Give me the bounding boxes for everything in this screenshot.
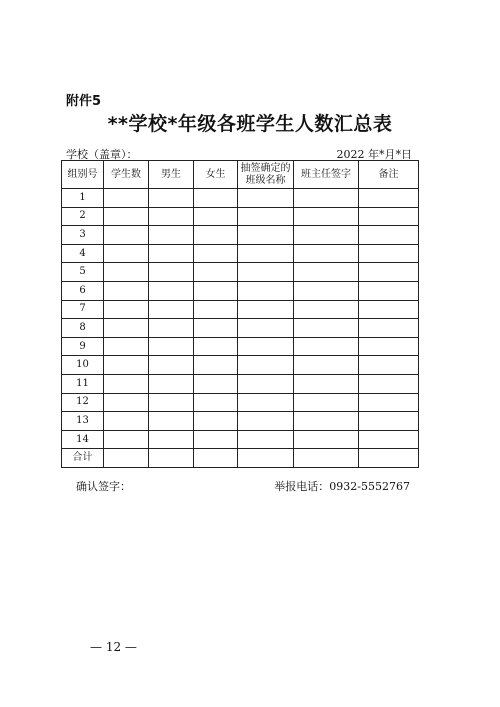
row-group-number: 12 [62,393,104,412]
table-cell [149,319,194,338]
row-group-number: 4 [62,244,104,263]
table-cell [359,356,419,375]
table-cell [238,300,294,319]
table-row [62,412,419,431]
row-group-number: 14 [62,430,104,449]
table-cell [359,207,419,226]
table-cell [194,319,238,338]
table-row [62,449,419,468]
confirm-signature-label: 确认签字： [76,480,131,493]
table-row [62,263,419,282]
table-cell [238,207,294,226]
table-cell [294,207,359,226]
header-boys: 男生 [149,161,194,189]
table-row [62,337,419,356]
row-group-number: 11 [62,374,104,393]
table-row [62,430,419,449]
summary-table [61,160,419,468]
table-cell [149,207,194,226]
table-cell [194,412,238,431]
table-header-row [62,161,419,189]
table-cell [294,319,359,338]
table-cell [194,356,238,375]
row-group-number: 6 [62,281,104,300]
table-cell [149,374,194,393]
table-cell [238,337,294,356]
row-group-number: 13 [62,412,104,431]
table-cell [359,300,419,319]
attachment-label: 附件5 [66,94,102,109]
table-cell [294,226,359,245]
header-teacher-signature: 班主任签字 [294,161,359,189]
table-cell [194,393,238,412]
table-cell [238,412,294,431]
row-group-number: 10 [62,356,104,375]
table-cell [149,356,194,375]
table-cell [149,244,194,263]
table-cell [149,393,194,412]
table-cell [359,393,419,412]
table-cell [194,281,238,300]
table-cell [238,449,294,468]
table-cell [294,449,359,468]
table-cell [104,337,149,356]
row-group-number: 合计 [62,449,104,468]
table-row [62,189,419,208]
table-cell [104,356,149,375]
table-row [62,226,419,245]
table-cell [359,226,419,245]
date-label: 2022 年*月*日 [336,148,412,161]
table-cell [104,319,149,338]
header-group-number: 组别号 [62,161,104,189]
table-cell [294,430,359,449]
table-cell [194,189,238,208]
table-cell [149,412,194,431]
table-cell [359,374,419,393]
table-cell [238,430,294,449]
table-cell [294,189,359,208]
table-cell [238,189,294,208]
table-cell [359,337,419,356]
table-row [62,281,419,300]
table-cell [238,244,294,263]
table-cell [194,374,238,393]
table-cell [359,430,419,449]
table-cell [104,281,149,300]
table-row [62,207,419,226]
table-row [62,356,419,375]
table-cell [294,393,359,412]
header-student-count: 学生数 [104,161,149,189]
hotline-label: 举报电话：0932-5552767 [274,480,410,493]
table-cell [104,374,149,393]
table-cell [238,356,294,375]
table-cell [194,449,238,468]
table-cell [238,374,294,393]
table-row [62,319,419,338]
table-cell [149,300,194,319]
page-number: — 12 — [90,640,137,654]
table-cell [104,244,149,263]
table-cell [104,430,149,449]
table-row [62,393,419,412]
table-cell [194,300,238,319]
table-row [62,244,419,263]
table-cell [194,430,238,449]
table-cell [104,449,149,468]
table-cell [104,263,149,282]
table-cell [238,226,294,245]
table-cell [194,244,238,263]
row-group-number: 5 [62,263,104,282]
table-cell [359,412,419,431]
table-cell [359,449,419,468]
table-cell [359,319,419,338]
header-girls: 女生 [194,161,238,189]
table-row [62,374,419,393]
row-group-number: 2 [62,207,104,226]
row-group-number: 9 [62,337,104,356]
table-cell [149,226,194,245]
table-cell [359,281,419,300]
table-cell [104,393,149,412]
table-cell [294,412,359,431]
table-cell [238,319,294,338]
table-cell [238,263,294,282]
table-cell [359,189,419,208]
table-cell [294,281,359,300]
table-cell [149,337,194,356]
header-class-name: 抽签确定的班级名称 [238,161,294,189]
table-cell [294,337,359,356]
table-cell [359,244,419,263]
table-cell [149,263,194,282]
table-cell [194,337,238,356]
school-stamp-label: 学校（盖章）： [66,148,138,161]
table-cell [194,263,238,282]
table-row [62,300,419,319]
header-remarks: 备注 [359,161,419,189]
table-cell [194,207,238,226]
row-group-number: 3 [62,226,104,245]
row-group-number: 7 [62,300,104,319]
table-body [62,189,419,468]
table-cell [149,281,194,300]
row-group-number: 1 [62,189,104,208]
row-group-number: 8 [62,319,104,338]
table-cell [194,226,238,245]
table-cell [294,356,359,375]
table-cell [104,226,149,245]
table-cell [104,207,149,226]
table-cell [149,430,194,449]
table-cell [238,281,294,300]
table-cell [104,189,149,208]
table-cell [104,412,149,431]
table-cell [238,393,294,412]
table-cell [294,244,359,263]
table-cell [294,263,359,282]
table-cell [104,300,149,319]
table-cell [149,189,194,208]
page-title: **学校*年级各班学生人数汇总表 [107,113,393,135]
table-cell [149,449,194,468]
table-cell [294,374,359,393]
table-cell [294,300,359,319]
table-cell [359,263,419,282]
